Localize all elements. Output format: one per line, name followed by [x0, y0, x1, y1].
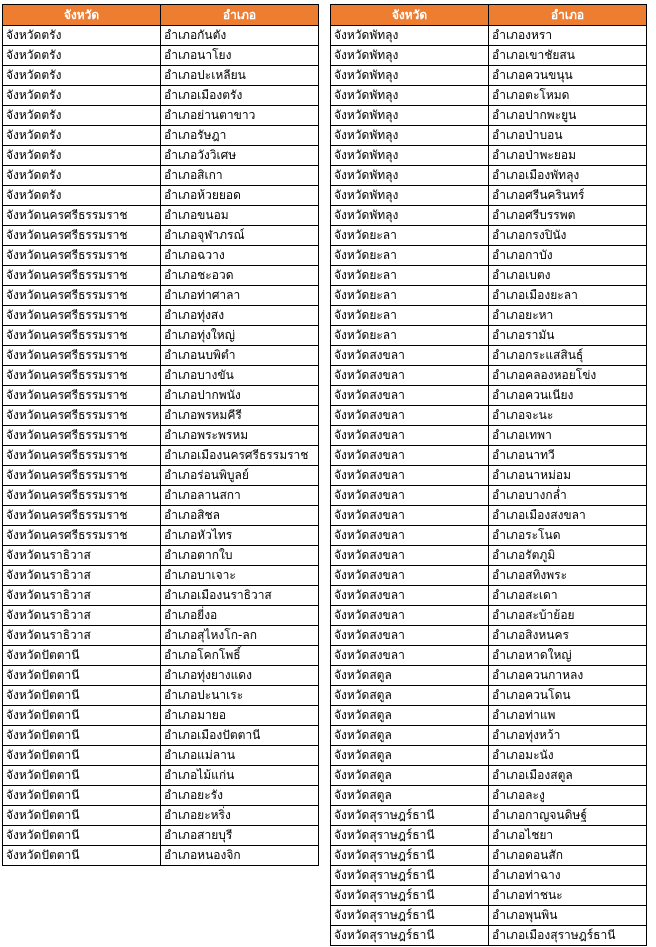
table-body — [3, 26, 319, 866]
district-cell: อำเภอนาทวี — [489, 446, 647, 466]
header-row — [331, 5, 647, 26]
province-cell: จังหวัดปัตตานี — [3, 666, 161, 686]
table-row — [331, 766, 647, 786]
province-cell: จังหวัดนครศรีธรรมราช — [3, 466, 161, 486]
province-cell: จังหวัดสตูล — [331, 766, 489, 786]
province-cell: จังหวัดปัตตานี — [3, 806, 161, 826]
header-district: อำเภอ — [489, 5, 647, 26]
table-row — [3, 306, 319, 326]
district-cell: อำเภอกระแสสินธุ์ — [489, 346, 647, 366]
province-cell: จังหวัดสตูล — [331, 706, 489, 726]
district-cell: อำเภอปะเหลียน — [161, 66, 319, 86]
district-cell: อำเภอท่าแพ — [489, 706, 647, 726]
district-cell: อำเภอเขาชัยสน — [489, 46, 647, 66]
table-row — [3, 466, 319, 486]
province-cell: จังหวัดสงขลา — [331, 546, 489, 566]
table-row — [3, 506, 319, 526]
table-row — [3, 366, 319, 386]
table-row — [3, 126, 319, 146]
province-cell: จังหวัดปัตตานี — [3, 726, 161, 746]
district-cell: อำเภอสิงหนคร — [489, 626, 647, 646]
district-cell: อำเภอมะนัง — [489, 746, 647, 766]
header-province: จังหวัด — [331, 5, 489, 26]
province-cell: จังหวัดตรัง — [3, 86, 161, 106]
district-cell: อำเภอนาโยง — [161, 46, 319, 66]
district-cell: อำเภอสิเกา — [161, 166, 319, 186]
province-cell: จังหวัดสงขลา — [331, 466, 489, 486]
table-row — [3, 426, 319, 446]
province-cell: จังหวัดปัตตานี — [3, 686, 161, 706]
district-cell: อำเภอยะหา — [489, 306, 647, 326]
province-cell: จังหวัดสงขลา — [331, 646, 489, 666]
province-cell: จังหวัดสงขลา — [331, 486, 489, 506]
district-cell: อำเภอป่าบอน — [489, 126, 647, 146]
province-cell: จังหวัดยะลา — [331, 246, 489, 266]
province-cell: จังหวัดพัทลุง — [331, 106, 489, 126]
province-cell: จังหวัดตรัง — [3, 66, 161, 86]
district-cell: อำเภอโคกโพธิ์ — [161, 646, 319, 666]
table-row — [331, 786, 647, 806]
district-cell: อำเภอเทพา — [489, 426, 647, 446]
table-row — [3, 86, 319, 106]
table-row — [3, 726, 319, 746]
district-cell: อำเภอบางกล่ำ — [489, 486, 647, 506]
province-cell: จังหวัดปัตตานี — [3, 846, 161, 866]
province-cell: จังหวัดปัตตานี — [3, 646, 161, 666]
district-cell: อำเภอเบตง — [489, 266, 647, 286]
district-cell: อำเภอยี่งอ — [161, 606, 319, 626]
province-cell: จังหวัดนครศรีธรรมราช — [3, 446, 161, 466]
province-cell: จังหวัดยะลา — [331, 226, 489, 246]
district-cell: อำเภอรัษฎา — [161, 126, 319, 146]
table-row — [331, 186, 647, 206]
table-row — [331, 406, 647, 426]
table-row — [3, 846, 319, 866]
province-cell: จังหวัดสงขลา — [331, 366, 489, 386]
province-cell: จังหวัดพัทลุง — [331, 86, 489, 106]
table-row — [3, 546, 319, 566]
table-row — [3, 446, 319, 466]
district-cell: อำเภอละงู — [489, 786, 647, 806]
table-row — [331, 506, 647, 526]
province-cell: จังหวัดพัทลุง — [331, 206, 489, 226]
table-row — [331, 866, 647, 886]
district-cell: อำเภอกันตัง — [161, 26, 319, 46]
district-cell: อำเภอนาหม่อม — [489, 466, 647, 486]
district-cell: อำเภอพุนพิน — [489, 906, 647, 926]
district-cell: อำเภอสะเดา — [489, 586, 647, 606]
header-province: จังหวัด — [3, 5, 161, 26]
district-cell: อำเภอทุ่งใหญ่ — [161, 326, 319, 346]
table-row — [3, 666, 319, 686]
district-cell: อำเภอหาดใหญ่ — [489, 646, 647, 666]
district-cell: อำเภอดอนสัก — [489, 846, 647, 866]
table-row — [331, 906, 647, 926]
table-row — [331, 46, 647, 66]
table-row — [331, 426, 647, 446]
table-row — [3, 106, 319, 126]
district-cell: อำเภอเมืองนราธิวาส — [161, 586, 319, 606]
province-cell: จังหวัดตรัง — [3, 26, 161, 46]
province-cell: จังหวัดสงขลา — [331, 386, 489, 406]
province-cell: จังหวัดตรัง — [3, 186, 161, 206]
district-cell: อำเภอฉวาง — [161, 246, 319, 266]
district-cell: อำเภอเมืองสุราษฎร์ธานี — [489, 926, 647, 946]
province-cell: จังหวัดนครศรีธรรมราช — [3, 506, 161, 526]
province-cell: จังหวัดปัตตานี — [3, 826, 161, 846]
table-row — [331, 206, 647, 226]
district-cell: อำเภอเมืองนครศรีธรรมราช — [161, 446, 319, 466]
province-cell: จังหวัดนราธิวาส — [3, 606, 161, 626]
table-row — [3, 386, 319, 406]
province-cell: จังหวัดนครศรีธรรมราช — [3, 346, 161, 366]
table-row — [3, 46, 319, 66]
table-row — [3, 686, 319, 706]
province-cell: จังหวัดตรัง — [3, 146, 161, 166]
district-cell: อำเภอทุ่งยางแดง — [161, 666, 319, 686]
table-row — [331, 246, 647, 266]
district-cell: อำเภอกรงปินัง — [489, 226, 647, 246]
table-row — [331, 646, 647, 666]
table-row — [3, 706, 319, 726]
table-row — [331, 546, 647, 566]
province-cell: จังหวัดนครศรีธรรมราช — [3, 326, 161, 346]
table-row — [331, 746, 647, 766]
province-cell: จังหวัดสงขลา — [331, 566, 489, 586]
district-cell: อำเภอเมืองปัตตานี — [161, 726, 319, 746]
table-row — [331, 846, 647, 866]
table-row — [331, 486, 647, 506]
district-cell: อำเภองหรา — [489, 26, 647, 46]
district-cell: อำเภอท่าชนะ — [489, 886, 647, 906]
table-row — [3, 66, 319, 86]
district-cell: อำเภอศรีบรรพต — [489, 206, 647, 226]
header-district: อำเภอ — [161, 5, 319, 26]
district-cell: อำเภอกาญจนดิษฐ์ — [489, 806, 647, 826]
district-cell: อำเภอควนโดน — [489, 686, 647, 706]
province-cell: จังหวัดสุราษฎร์ธานี — [331, 846, 489, 866]
table-row — [331, 666, 647, 686]
province-cell: จังหวัดสงขลา — [331, 446, 489, 466]
table-row — [3, 786, 319, 806]
province-cell: จังหวัดปัตตานี — [3, 746, 161, 766]
province-cell: จังหวัดนครศรีธรรมราช — [3, 246, 161, 266]
district-cell: อำเภอควนเนียง — [489, 386, 647, 406]
province-cell: จังหวัดตรัง — [3, 126, 161, 146]
table-row — [331, 706, 647, 726]
district-cell: อำเภอย่านตาขาว — [161, 106, 319, 126]
province-cell: จังหวัดนครศรีธรรมราช — [3, 226, 161, 246]
province-cell: จังหวัดสุราษฎร์ธานี — [331, 906, 489, 926]
province-cell: จังหวัดนราธิวาส — [3, 586, 161, 606]
table-row — [331, 66, 647, 86]
district-cell: อำเภอท่าศาลา — [161, 286, 319, 306]
table-row — [3, 766, 319, 786]
table-row — [331, 606, 647, 626]
table-row — [331, 146, 647, 166]
province-cell: จังหวัดพัทลุง — [331, 26, 489, 46]
table-row — [3, 806, 319, 826]
table-row — [3, 626, 319, 646]
table-row — [331, 26, 647, 46]
table-row — [331, 526, 647, 546]
province-cell: จังหวัดสุราษฎร์ธานี — [331, 826, 489, 846]
table-row — [331, 166, 647, 186]
district-cell: อำเภอกาบัง — [489, 246, 647, 266]
district-cell: อำเภอเมืองตรัง — [161, 86, 319, 106]
province-cell: จังหวัดนครศรีธรรมราช — [3, 366, 161, 386]
table-row — [3, 246, 319, 266]
province-cell: จังหวัดนครศรีธรรมราช — [3, 406, 161, 426]
district-cell: อำเภอวังวิเศษ — [161, 146, 319, 166]
district-cell: อำเภอปะนาเระ — [161, 686, 319, 706]
province-cell: จังหวัดนราธิวาส — [3, 566, 161, 586]
table-row — [3, 586, 319, 606]
province-cell: จังหวัดสงขลา — [331, 426, 489, 446]
district-cell: อำเภอแม่ลาน — [161, 746, 319, 766]
province-cell: จังหวัดพัทลุง — [331, 66, 489, 86]
district-cell: อำเภอปากพนัง — [161, 386, 319, 406]
table-row — [3, 146, 319, 166]
district-cell: อำเภอจุฬาภรณ์ — [161, 226, 319, 246]
province-cell: จังหวัดสตูล — [331, 666, 489, 686]
province-cell: จังหวัดนครศรีธรรมราช — [3, 426, 161, 446]
district-cell: อำเภอทุ่งสง — [161, 306, 319, 326]
district-cell: อำเภอตากใบ — [161, 546, 319, 566]
district-cell: อำเภอชะอวด — [161, 266, 319, 286]
district-cell: อำเภอป่าพะยอม — [489, 146, 647, 166]
province-cell: จังหวัดสุราษฎร์ธานี — [331, 866, 489, 886]
district-cell: อำเภอหนองจิก — [161, 846, 319, 866]
table-row — [331, 126, 647, 146]
district-cell: อำเภอไชยา — [489, 826, 647, 846]
province-cell: จังหวัดสุราษฎร์ธานี — [331, 806, 489, 826]
table-row — [3, 526, 319, 546]
province-cell: จังหวัดพัทลุง — [331, 146, 489, 166]
table-body — [331, 26, 647, 946]
district-cell: อำเภอยะหริ่ง — [161, 806, 319, 826]
table-row — [331, 926, 647, 946]
district-cell: อำเภอรามัน — [489, 326, 647, 346]
district-cell: อำเภอปากพะยูน — [489, 106, 647, 126]
table-row — [331, 446, 647, 466]
table-row — [331, 266, 647, 286]
district-cell: อำเภอบาเจาะ — [161, 566, 319, 586]
table-row — [331, 886, 647, 906]
province-cell: จังหวัดนครศรีธรรมราช — [3, 266, 161, 286]
table-row — [331, 466, 647, 486]
table-row — [331, 326, 647, 346]
province-cell: จังหวัดนครศรีธรรมราช — [3, 306, 161, 326]
district-cell: อำเภอบางขัน — [161, 366, 319, 386]
table-row — [331, 366, 647, 386]
district-cell: อำเภอยะรัง — [161, 786, 319, 806]
province-cell: จังหวัดสงขลา — [331, 606, 489, 626]
table-row — [331, 826, 647, 846]
district-cell: อำเภอขนอม — [161, 206, 319, 226]
table-row — [331, 306, 647, 326]
district-cell: อำเภอมายอ — [161, 706, 319, 726]
district-cell: อำเภอเมืองสงขลา — [489, 506, 647, 526]
district-cell: อำเภอลานสกา — [161, 486, 319, 506]
left-table — [2, 4, 319, 866]
district-cell: อำเภอท่าฉาง — [489, 866, 647, 886]
province-cell: จังหวัดสงขลา — [331, 506, 489, 526]
table-row — [3, 746, 319, 766]
province-cell: จังหวัดสุราษฎร์ธานี — [331, 886, 489, 906]
table-row — [3, 606, 319, 626]
province-cell: จังหวัดยะลา — [331, 306, 489, 326]
table-row — [331, 686, 647, 706]
province-cell: จังหวัดสตูล — [331, 686, 489, 706]
table-row — [331, 286, 647, 306]
table-row — [3, 826, 319, 846]
province-cell: จังหวัดพัทลุง — [331, 126, 489, 146]
district-cell: อำเภอหัวไทร — [161, 526, 319, 546]
table-row — [331, 586, 647, 606]
table-row — [3, 266, 319, 286]
district-cell: อำเภอเมืองสตูล — [489, 766, 647, 786]
table-row — [331, 346, 647, 366]
district-cell: อำเภอควนกาหลง — [489, 666, 647, 686]
table-row — [3, 326, 319, 346]
province-cell: จังหวัดนราธิวาส — [3, 546, 161, 566]
province-cell: จังหวัดตรัง — [3, 46, 161, 66]
province-cell: จังหวัดสงขลา — [331, 346, 489, 366]
province-cell: จังหวัดนครศรีธรรมราช — [3, 286, 161, 306]
right-table — [330, 4, 647, 946]
province-cell: จังหวัดสตูล — [331, 726, 489, 746]
province-cell: จังหวัดปัตตานี — [3, 706, 161, 726]
district-cell: อำเภอรัตภูมิ — [489, 546, 647, 566]
province-cell: จังหวัดนครศรีธรรมราช — [3, 486, 161, 506]
table-row — [3, 406, 319, 426]
table-row — [331, 726, 647, 746]
district-cell: อำเภอตะโหมด — [489, 86, 647, 106]
district-cell: อำเภอพระพรหม — [161, 426, 319, 446]
table-row — [3, 206, 319, 226]
district-cell: อำเภอระโนด — [489, 526, 647, 546]
province-cell: จังหวัดสงขลา — [331, 526, 489, 546]
province-cell: จังหวัดพัทลุง — [331, 46, 489, 66]
table-row — [331, 226, 647, 246]
table-row — [3, 226, 319, 246]
district-cell: อำเภอศรีนครินทร์ — [489, 186, 647, 206]
table-row — [331, 806, 647, 826]
province-cell: จังหวัดสตูล — [331, 746, 489, 766]
district-cell: อำเภอห้วยยอด — [161, 186, 319, 206]
province-cell: จังหวัดนครศรีธรรมราช — [3, 206, 161, 226]
province-cell: จังหวัดสงขลา — [331, 626, 489, 646]
district-cell: อำเภอสะบ้าย้อย — [489, 606, 647, 626]
table-row — [3, 26, 319, 46]
table-row — [331, 86, 647, 106]
district-cell: อำเภอเมืองยะลา — [489, 286, 647, 306]
district-cell: อำเภอไม้แก่น — [161, 766, 319, 786]
province-cell: จังหวัดสงขลา — [331, 406, 489, 426]
table-row — [3, 186, 319, 206]
province-cell: จังหวัดนราธิวาส — [3, 626, 161, 646]
province-cell: จังหวัดพัทลุง — [331, 186, 489, 206]
district-cell: อำเภอทุ่งหว้า — [489, 726, 647, 746]
district-cell: อำเภอเมืองพัทลุง — [489, 166, 647, 186]
table-row — [331, 386, 647, 406]
province-cell: จังหวัดสตูล — [331, 786, 489, 806]
table-row — [3, 646, 319, 666]
province-cell: จังหวัดปัตตานี — [3, 766, 161, 786]
table-row — [3, 286, 319, 306]
table-row — [3, 346, 319, 366]
district-cell: อำเภอควนขนุน — [489, 66, 647, 86]
district-cell: อำเภอจะนะ — [489, 406, 647, 426]
table-row — [331, 106, 647, 126]
district-cell: อำเภอสายบุรี — [161, 826, 319, 846]
table-row — [331, 626, 647, 646]
province-cell: จังหวัดนครศรีธรรมราช — [3, 526, 161, 546]
district-cell: อำเภอสิชล — [161, 506, 319, 526]
district-cell: อำเภอสทิงพระ — [489, 566, 647, 586]
province-cell: จังหวัดตรัง — [3, 106, 161, 126]
table-row — [3, 566, 319, 586]
province-cell: จังหวัดยะลา — [331, 266, 489, 286]
province-cell: จังหวัดสงขลา — [331, 586, 489, 606]
province-cell: จังหวัดปัตตานี — [3, 786, 161, 806]
province-cell: จังหวัดพัทลุง — [331, 166, 489, 186]
header-row — [3, 5, 319, 26]
district-cell: อำเภอคลองหอยโข่ง — [489, 366, 647, 386]
province-cell: จังหวัดนครศรีธรรมราช — [3, 386, 161, 406]
province-cell: จังหวัดยะลา — [331, 326, 489, 346]
district-cell: อำเภอนบพิตำ — [161, 346, 319, 366]
district-cell: อำเภอพรหมคีรี — [161, 406, 319, 426]
table-row — [3, 166, 319, 186]
province-cell: จังหวัดตรัง — [3, 166, 161, 186]
district-cell: อำเภอสุไหงโก-ลก — [161, 626, 319, 646]
province-cell: จังหวัดยะลา — [331, 286, 489, 306]
table-row — [331, 566, 647, 586]
table-row — [3, 486, 319, 506]
district-cell: อำเภอร่อนพิบูลย์ — [161, 466, 319, 486]
province-cell: จังหวัดสุราษฎร์ธานี — [331, 926, 489, 946]
